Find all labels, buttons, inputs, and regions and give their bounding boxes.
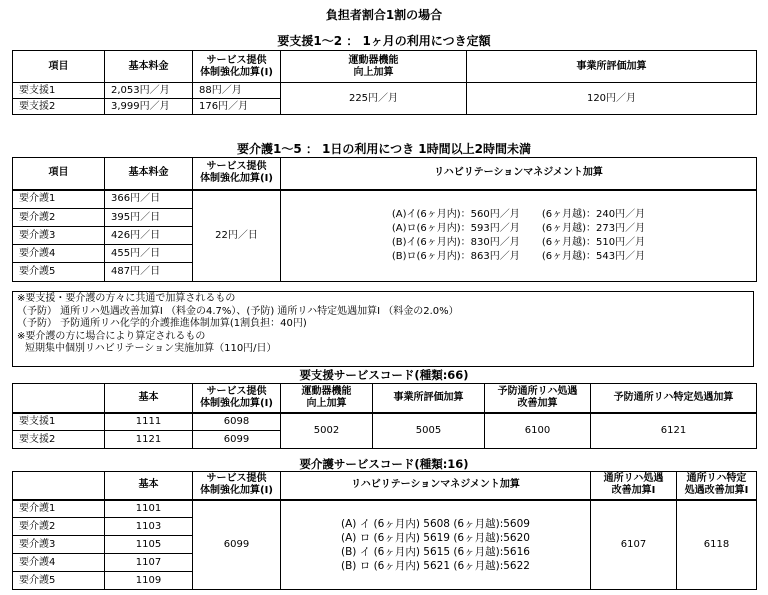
- header-item: [13, 472, 105, 500]
- undoki-fee: 225円／月: [281, 83, 467, 115]
- row-item: 要介護2: [13, 518, 105, 536]
- row-service-code: 6098: [193, 413, 281, 431]
- row-code: 1107: [105, 554, 193, 572]
- note-line: （予防） 予防通所リハ化学的介護推進体制加算(1割負担：40円): [17, 318, 307, 329]
- shien-codes-table: [12, 383, 757, 449]
- row-item: 要介護4: [13, 554, 105, 572]
- kaigo-fee-table: [12, 157, 757, 282]
- shien-fee-title: 要支援1～2 ： 1ヶ月の利用につき定額: [277, 34, 491, 48]
- kaigo-codes-table: [12, 471, 757, 590]
- header-base-fee: 基本料金: [105, 158, 193, 190]
- row-code: 1111: [105, 413, 193, 431]
- row-item: 要支援2: [13, 99, 105, 115]
- row-code: 1121: [105, 431, 193, 449]
- header-undoki: 運動器機能 向上加算: [281, 51, 467, 83]
- kaigo-codes-title: 要介護サービスコード(種類:16): [299, 457, 469, 471]
- header-base-fee: 基本料金: [105, 51, 193, 83]
- tokutei-code: 6118: [677, 500, 757, 590]
- row-item: 要介護5: [13, 263, 105, 282]
- kaigo-fee-title: 要介護1～5 ： 1日の利用につき 1時間以上2時間未満: [236, 142, 532, 156]
- row-service-fee: 176円／月: [193, 99, 281, 115]
- hyoka-fee: 120円／月: [467, 83, 757, 115]
- note-line: ※要介護の方に場合により算定されるもの: [17, 330, 206, 342]
- header-undoki: 運動器機能 向上加算: [281, 384, 373, 413]
- page-title: 負担者割合1割の場合: [325, 8, 443, 22]
- header-item: 項目: [13, 51, 105, 83]
- header-service-enhancement: サービス提供 体制強化加算(Ⅰ): [193, 384, 281, 413]
- hyoka-code: 5005: [373, 413, 485, 449]
- row-item: 要介護3: [13, 227, 105, 245]
- undoki-code: 5002: [281, 413, 373, 449]
- header-service-enhancement: サービス提供 体制強化加算(Ⅰ): [193, 51, 281, 83]
- row-base-fee: 487円／日: [105, 263, 193, 282]
- header-item: [13, 384, 105, 413]
- row-base-fee: 366円／日: [105, 190, 193, 209]
- row-code: 1109: [105, 572, 193, 590]
- header-service-enhancement: サービス提供 体制強化加算(Ⅰ): [193, 158, 281, 190]
- table-row: [13, 190, 757, 209]
- header-shogu: 予防通所リハ処遇 改善加算: [485, 384, 591, 413]
- header-code: 基本: [105, 472, 193, 500]
- notes-box: [12, 291, 754, 367]
- shien-fee-table: [12, 50, 757, 115]
- row-base-fee: 395円／日: [105, 209, 193, 227]
- shogu-code: 6107: [591, 500, 677, 590]
- row-item: 要支援1: [13, 413, 105, 431]
- header-code: 基本: [105, 384, 193, 413]
- row-item: 要介護5: [13, 572, 105, 590]
- header-hyoka: 事業所評価加算: [373, 384, 485, 413]
- row-service-fee: 88円／月: [193, 83, 281, 99]
- header-rehab-mgmt: リハビリテーションマネジメント加算: [281, 472, 591, 500]
- row-base-fee: 426円／日: [105, 227, 193, 245]
- note-line: ※要支援・要介護の方々に共通で加算されるもの: [17, 293, 236, 304]
- shogu-code: 6100: [485, 413, 591, 449]
- service-code: 6099: [193, 500, 281, 590]
- header-shogu: 通所リハ処遇 改善加算Ⅰ: [591, 472, 677, 500]
- note-line: 短期集中個別リハビリテーション実施加算（110円/日）: [25, 343, 277, 354]
- row-code: 1101: [105, 500, 193, 518]
- rehab-mgmt-fees: (A)イ(6ヶ月内)：560円／月 (6ヶ月越)：240円／月 (A)ロ(6ヶ月内)：593円／月 (6ヶ月越)：273円／月 (B)イ(6ヶ月内)：830円／月 (6ヶ月越)：510円／月 (B)ロ(6ヶ月内)：863円／月 (6ヶ月越)：543円／月: [281, 190, 757, 282]
- tokutei-code: 6121: [591, 413, 757, 449]
- row-base-fee: 455円／日: [105, 245, 193, 263]
- rehab-mgmt-codes: (A) イ (6ヶ月内) 5608 (6ヶ月越):5609 (A) ロ (6ヶ月内) 5619 (6ヶ月越):5620 (B) イ (6ヶ月内) 5615 (6ヶ月越):5616 (B) ロ (6ヶ月内) 5621 (6ヶ月越):5622: [281, 500, 591, 590]
- row-item: 要介護1: [13, 500, 105, 518]
- table-row: [13, 500, 757, 518]
- note-line: （予防） 通所リハ処遇改善加算Ⅰ （料金の4.7%）、(予防) 通所リハ特定処遇加算Ⅰ （料金の2.0%）: [17, 305, 459, 317]
- header-rehab-mgmt: リハビリテーションマネジメント加算: [281, 158, 757, 190]
- row-base-fee: 3,999円／月: [105, 99, 193, 115]
- row-code: 1103: [105, 518, 193, 536]
- table-row: [13, 83, 757, 99]
- table-row: [13, 413, 757, 431]
- header-item: 項目: [13, 158, 105, 190]
- row-base-fee: 2,053円／月: [105, 83, 193, 99]
- header-hyoka: 事業所評価加算: [467, 51, 757, 83]
- row-item: 要介護3: [13, 536, 105, 554]
- header-tokutei: 通所リハ特定 処遇改善加算Ⅰ: [677, 472, 757, 500]
- header-service-enhancement: サービス提供 体制強化加算(Ⅰ): [193, 472, 281, 500]
- service-fee: 22円／日: [193, 190, 281, 282]
- row-item: 要支援1: [13, 83, 105, 99]
- row-item: 要介護4: [13, 245, 105, 263]
- shien-codes-title: 要支援サービスコード(種類:66): [299, 368, 469, 382]
- row-item: 要介護2: [13, 209, 105, 227]
- row-service-code: 6099: [193, 431, 281, 449]
- row-item: 要支援2: [13, 431, 105, 449]
- row-item: 要介護1: [13, 190, 105, 209]
- header-tokutei: 予防通所リハ特定処遇加算: [591, 384, 757, 413]
- row-code: 1105: [105, 536, 193, 554]
